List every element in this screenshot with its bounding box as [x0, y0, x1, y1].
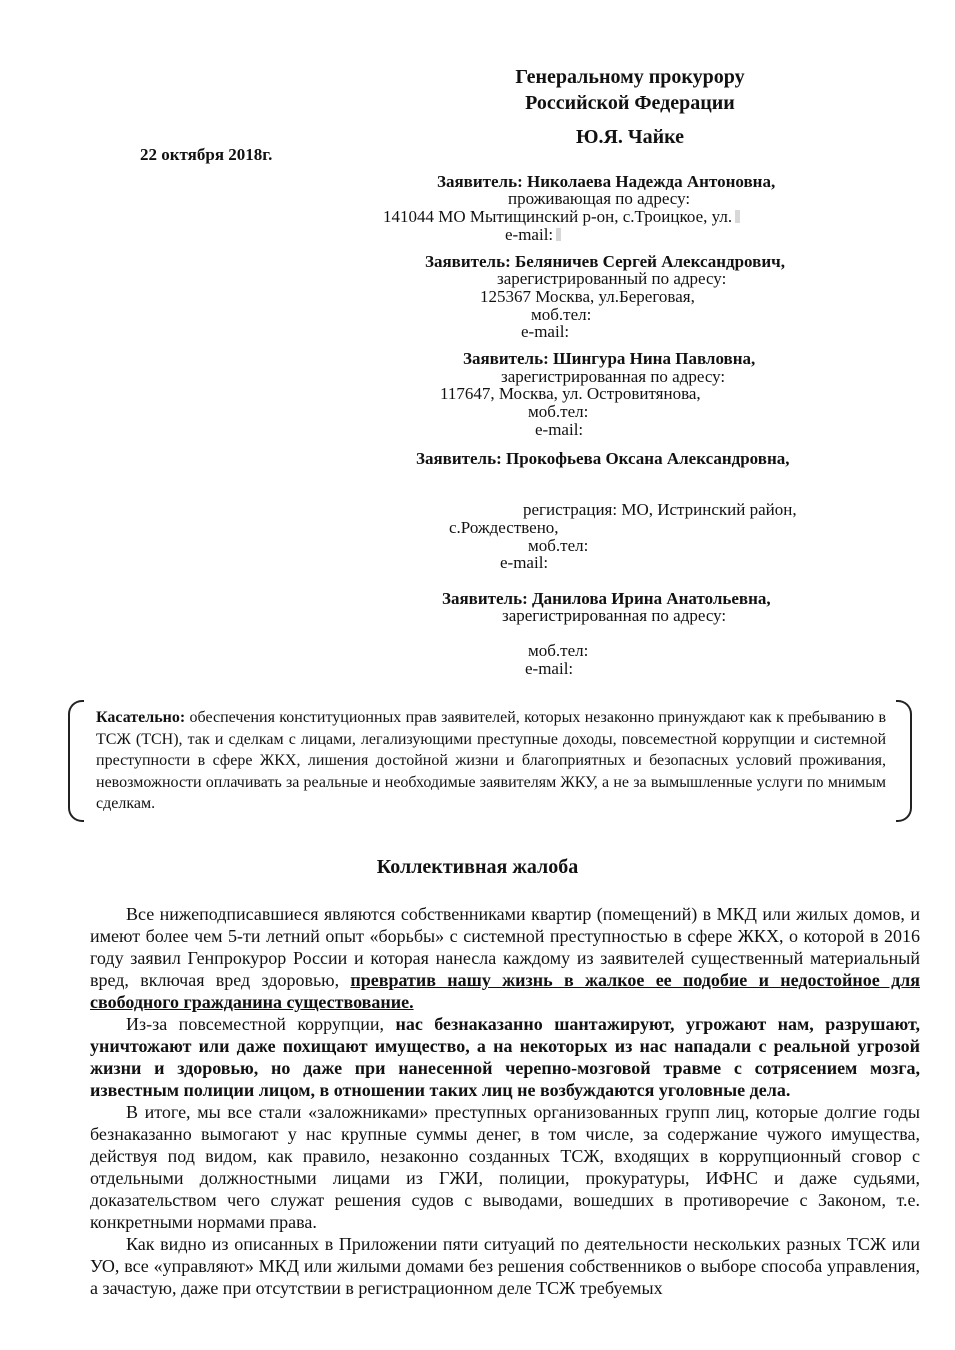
applicant-address-heading: зарегистрированная по адресу:: [501, 367, 726, 386]
document-date: 22 октября 2018г.: [140, 145, 273, 164]
paragraph: В итоге, мы все стали «заложниками» преступных организованных групп лиц, которые долгие годы безнаказанно вымогают у нас крупные суммы денег, в том числе, за содержание чужого имущества, действуя под видом, как правило, незаконно созданных ТСЖ, входящих в коррупционный сговор с отдельными должностными лицами из ГЖИ, полиции, прокуратуры, ИФНС и даже судьями, доказательством чего служат решения судов с выводами, вошедших в противоречие с Законом, т.е. конкретными нормами права.: [90, 1102, 920, 1232]
redaction-mark: [556, 228, 561, 241]
applicant-email: e-mail:: [500, 553, 549, 572]
left-brace: [68, 700, 84, 822]
emphasis-bold: нас безнаказанно шантажируют, угрожают нам, разрушают, уничтожают или даже похищают имущество, а на некоторых из нас нападали с реальной угрозой жизни и здоровью, но даже при нанесенной черепно-мозговой травме с сотрясением мозга, известным полиции лицом, в отношении таких лиц не возбуждаются уголовные дела.: [90, 1014, 920, 1100]
concern-label: Касательно:: [96, 709, 186, 726]
addressee-line-2: Российской Федерации: [525, 92, 735, 114]
addressee-line-1: Генеральному прокурору: [515, 66, 745, 88]
applicant-email: e-mail:: [521, 322, 570, 341]
applicant-address: 141044 МО Мытищинский р-он, с.Троицкое, ул.: [383, 207, 740, 227]
applicant-phone: моб.тел:: [528, 641, 589, 660]
paragraph: Из-за повсеместной коррупции, нас безнаказанно шантажируют, угрожают нам, разрушают, уничтожают или даже похищают имущество, а на некоторых из нас нападали с реальной угрозой жизни и здоровью, но даже при нанесенной черепно-мозговой травме с сотрясением мозга, известным полиции лицом, в отношении таких лиц не возбуждаются уголовные дела.: [90, 1014, 920, 1100]
paragraph: Как видно из описанных в Приложении пяти ситуаций по деятельности нескольких разных ТСЖ или УО, все «управляют» МКД или жилыми домами без решения собственников о выборе способа управления, а зачастую, даже при отсутствии в регистрационном деле ТСЖ требуемых: [90, 1234, 920, 1298]
applicant-address-line-2: с.Рождествено,: [449, 518, 559, 537]
concern-text: обеспечения конституционных прав заявителей, которых незаконно принуждают как к пребыванию в ТСЖ (ТСН), так и сделкам с лицами, легализующими преступные доходы, повсеместной коррупции и системной преступности в сфере ЖКХ, лишения достойной жизни и благоприятных и безопасных условий проживания, невозможности оплачивать за реальные и необходимые заявителям ЖКУ, а не за вымышленные услуги по мнимым сделкам.: [96, 709, 887, 812]
right-brace: [896, 700, 912, 822]
emphasis-underlined: превратив нашу жизнь в жалкое ее подобие и недостойное для свободного гражданина существование.: [90, 970, 921, 1012]
applicant-label: Заявитель: Шингура Нина Павловна,: [463, 349, 756, 368]
paragraph: Все нижеподписавшиеся являются собственниками квартир (помещений) в МКД или жилых домов, и имеют более чем 5-ти летний опыт «борьбы» с системной преступностью в сфере ЖКХ, о которой в 2016 году заявил Генпрокурор России и которая нанесла каждому из заявителей существенный материальный вред, включая вред здоровью, превратив нашу жизнь в жалкое ее подобие и недостойное для свободного гражданина существование.: [90, 904, 921, 1012]
applicant-email: e-mail:: [535, 420, 584, 439]
redaction-mark: [735, 210, 740, 223]
document-body: [90, 903, 920, 1299]
applicant-address-heading: зарегистрированный по адресу:: [497, 269, 727, 288]
applicant-address: 125367 Москва, ул.Береговая,: [480, 287, 695, 306]
applicant-label: Заявитель: Прокофьева Оксана Александровна,: [416, 449, 790, 468]
applicant-phone: моб.тел:: [531, 305, 592, 324]
applicant-address: регистрация: МО, Истринский район,: [523, 500, 797, 519]
applicant-label: Заявитель: Данилова Ирина Анатольевна,: [442, 589, 771, 608]
applicant-email: e-mail:: [525, 659, 574, 678]
document-title: Коллективная жалоба: [376, 856, 579, 878]
addressee-name: Ю.Я. Чайке: [575, 126, 685, 148]
applicant-label: Заявитель: Беляничев Сергей Александрович,: [425, 252, 785, 271]
applicant-address-heading: зарегистрированная по адресу:: [502, 606, 727, 625]
applicant-label: Заявитель: Николаева Надежда Антоновна,: [437, 172, 776, 191]
applicant-phone: моб.тел:: [528, 402, 589, 421]
applicant-address: 117647, Москва, ул. Островитянова,: [440, 384, 701, 403]
applicant-email: e-mail:: [505, 225, 561, 245]
applicant-phone: моб.тел:: [528, 536, 589, 555]
applicant-address-heading: проживающая по адресу:: [508, 189, 691, 208]
concern-block: [96, 707, 886, 815]
